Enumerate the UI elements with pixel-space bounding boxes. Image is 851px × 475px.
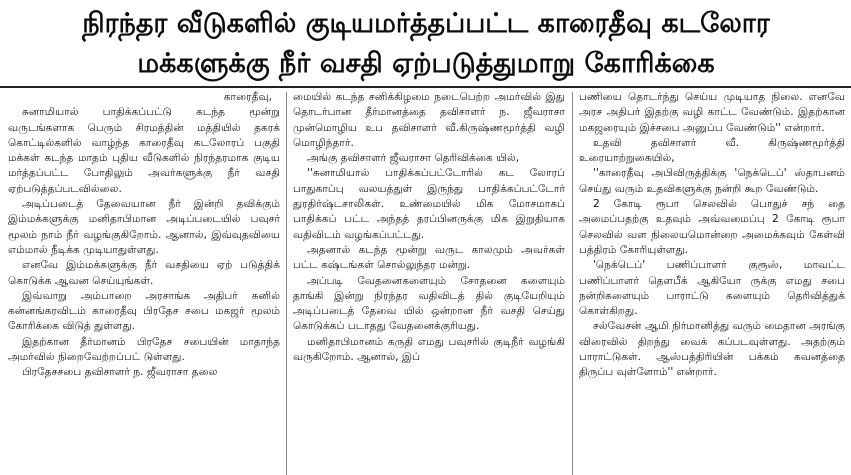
paragraph: ''சுனாமியால் பாதிக்கப்பட்டோரில் கட லோரப் பாதுகாப்பு வலயத்துள் இருந்து பாதிக்கப்பட்டோர் துரதிர்ஷ்டசாலிகள். உண்மையில் மிக மோசமாகப் பாதிக்கப் பட்ட அந்தத் தரப்பினருக்கு மிக இறுதியாக வதிவிடம் வழங்கப்பட்டது. xyxy=(293,167,565,241)
paragraph: மனிதாபிமானம் கருதி எமது பவுசரில் குடிநீர் வழங்கி வருகிறோம். ஆனால், இப் xyxy=(293,335,565,364)
dateline: காரைதீவு, xyxy=(223,91,272,103)
paragraph: அதனால் கடந்த மூன்று வருட காலமும் அவர்கள் பட்ட கஷ்டங்கள் சொல்லுந்தர மன்று. xyxy=(293,243,565,272)
paragraph: ''காரைதீவு அபிவிருத்திக்கு 'நெக்டெப்' ஸ்தாபனம் செய்து வரும் உதவிகளுக்கு நன்றி கூற வேண்டும். xyxy=(579,167,845,195)
paragraph: பணியை தொடர்ந்து செய்ய முடியாத நிலை. எனவே அரச அதிபர் இதற்கு வழி காட்ட வேண்டும். இதற்கான மகஜரையும் இச்சபை அனுப்ப வேண்டும்'' என்றார். xyxy=(579,91,845,134)
paragraph: இவ்வாறு அம்பாறை அரசாங்க அதிபர் சுனில் கன்னங்கரவிடம் காரைதீவு பிரதேச சபை மகஜர் மூலம் கோரிக்கை விடுத் துள்ளது. xyxy=(8,289,280,333)
column-divider xyxy=(286,92,287,475)
paragraph: சல்வேசன் ஆமி நிர்மானித்து வரும் மைதான அரங்கு விரைவில் திறந்து வைக் கப்படவுள்ளது. அதற்கும் பாராட்டுகள். ஆஸ்பத்திரியின் பக்கம் கவனத்தை திருப்ப வுள்ளோம்'' என்றார். xyxy=(579,320,845,379)
column-divider xyxy=(572,92,573,475)
paragraph: சுனாமியால் பாதிக்கப்பட்டு கடந்த மூன்று வருடங்களாக பெரும் சிரமத்தின் மத்தியில் தகரக் கொட்டில்களில் வாழ்ந்த காரைதீவு கடலோரப் பகுதி மக்கள் கடந்த மாதம் புதிய வீடுகளில் நிரந்தரமாக குடிய மர்த்தப்பட்ட போதிலும் அவர்களுக்கு நீர் வசதி ஏற்படுத்தப்படவில்லை. xyxy=(8,106,280,195)
paragraph: அடிப்படைத் தேவையான நீர் இன்றி தவிக்கும் இம்மக்களுக்கு மனிதாபிமான அடிப்படையில் பவுசர் மூலம் நாம் நீர் வழங்குகிறோம். ஆனால், இவ்வுதவியை எம்மால் நீடிக்க முடியாதுள்ளது. xyxy=(8,198,280,256)
paragraph: 2 கோடி ரூபா செலவில் பொதுச் சந் தை அமைப்பதற்கு உதவும் அவ்வமைப்பு 2 கோடி ரூபா செலவில் வள நிலையமொன்றை அமைக்கவும் கேள்வி பத்திரம் கோரியுள்ளது. xyxy=(579,198,845,256)
paragraph: எனவே இம்மக்களுக்கு நீர் வசதியை ஏற் படுத்திக் கொடுக்க ஆவன செய்யுங்கள். xyxy=(8,259,280,287)
paragraph: மையில் கடந்த சனிக்கிழமை நடைபெற்ற அமர்வில் இது தொடர்பான தீர்மானத்தை தவிசாளர் ந. ஜீவராசா முன்மொழிய உப தவிசாளர் வீ.கிருஷ்ணமூர்த்தி வழி மொழிந்தார். xyxy=(293,91,565,149)
paragraph: இதற்கான தீர்மானம் பிரதேச சபையின் மாதாந்த அமர்வில் நிறைவேற்றப்பட் டுள்ளது. xyxy=(8,335,280,364)
paragraph: அங்கு தவிசாளர் ஜீவராசா தெரிவிக்கை யில், xyxy=(307,152,520,165)
headline-line-1: நிரந்தர வீடுகளில் குடியமர்த்தப்பட்ட காரைதீவு கடலோர xyxy=(82,8,770,39)
headline-line-2: மக்களுக்கு நீர் வசதி ஏற்படுத்துமாறு கோரிக்கை xyxy=(137,48,715,79)
paragraph: உதவி தவிசாளர் வீ. கிருஷ்ணமூர்த்தி உரையாற்றுகையில், xyxy=(579,136,845,165)
article-column-2 xyxy=(293,90,565,475)
headline-rule xyxy=(0,86,851,88)
article-column-3 xyxy=(579,90,845,475)
paragraph: பிரதேசசபை தவிசாளர் ந. ஜீவராசா தலை xyxy=(22,366,218,379)
article-column-1 xyxy=(8,90,280,475)
paragraph: 'நெக்டெப்' பணிப்பாளர் குரூஸ், மாவட்ட பணிப்பாளர் தௌபீக் ஆகியோ ருக்கு எமது சபை நன்றிகளையும் பாராட்டு களையும் தெரிவித்துக் கொள்கிறது. xyxy=(579,259,845,318)
paragraph: அப்படி வேதனைகளையும் சோதனை களையும் தாங்கி இன்று நிரந்தர வதிவிடத் தில் குடியேறியும் அடிப்படைத் தேவை யில் ஒன்றான நீர் வசதி செய்து கொடுக்கப் படாதது வேதனைக்குரியது. xyxy=(293,274,565,333)
